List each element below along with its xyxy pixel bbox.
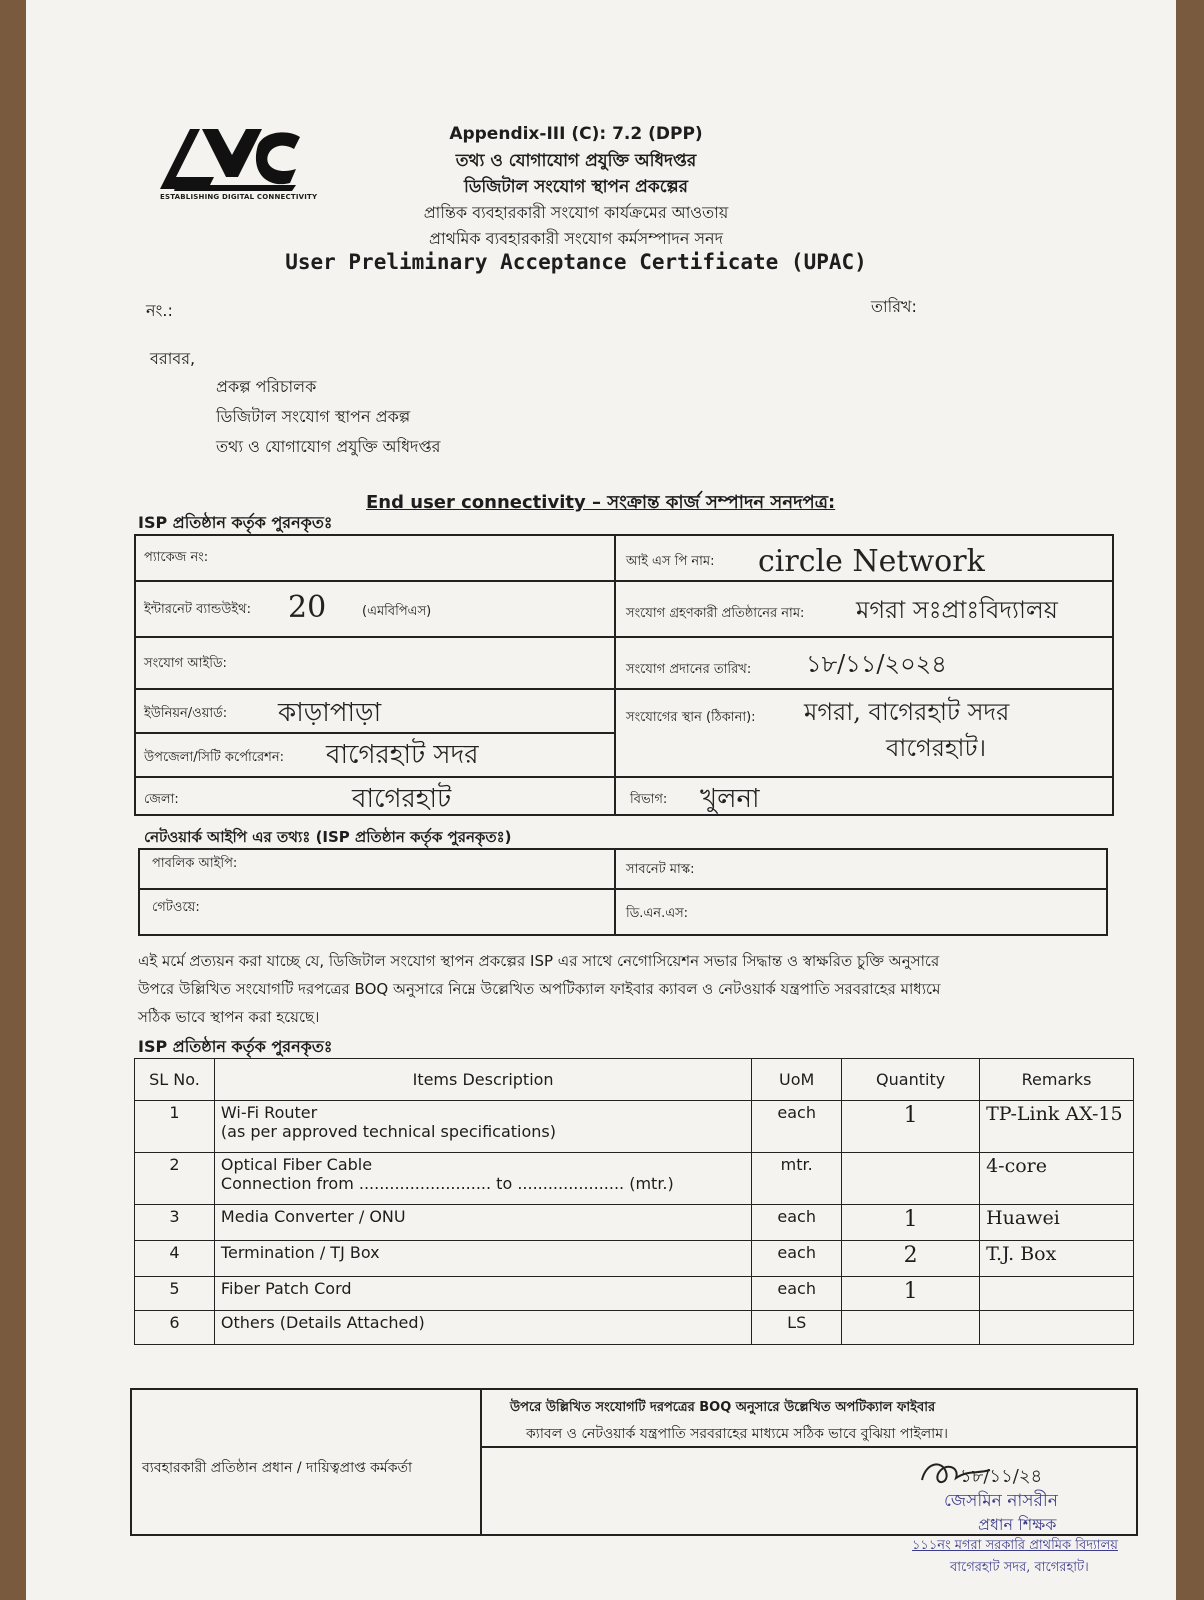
department-name: তথ্য ও যোগাযোগ প্রযুক্তি অধিদপ্তর <box>455 151 697 171</box>
user-head-label: ব্যবহারকারী প্রতিষ্ঠান প্রধান / দায়িত্বপ্রাপ্ত কর্মকর্তা <box>142 1460 413 1476</box>
stamp-place: বাগেরহাট সদর, বাগেরহাট। <box>950 1560 1089 1575</box>
row-sl: 6 <box>135 1311 215 1345</box>
row-uom: each <box>752 1241 842 1277</box>
address-line-3: তথ্য ও যোগাযোগ প্রযুক্তি অধিদপ্তর <box>216 437 441 456</box>
row-remarks: Huawei <box>980 1205 1134 1241</box>
upazila-label: উপজেলা/সিটি কর্পোরেশন: <box>144 750 285 765</box>
stamp-name: জেসমিন নাসরীন <box>944 1491 1058 1511</box>
row-description: Media Converter / ONU <box>214 1205 751 1241</box>
network-form <box>138 848 1108 936</box>
stamp-title: প্রধান শিক্ষক <box>978 1515 1057 1534</box>
row-quantity <box>842 1153 980 1205</box>
row-quantity: 2 <box>842 1241 980 1277</box>
acknowledgement-line-2: ক্যাবল ও নেটওয়ার্ক যন্ত্রপাতি সরবরাহের মাধ্যমে সঠিক ভাবে বুঝিয়া পাইলাম। <box>526 1426 949 1442</box>
items-table-header <box>135 1059 1134 1101</box>
table-row <box>135 1205 1134 1241</box>
bandwidth-label: ইন্টারনেট ব্যান্ডউইথ: <box>144 602 251 617</box>
number-label: নং.: <box>146 301 173 320</box>
isp-name-value: circle Network <box>758 544 985 579</box>
row-desc-main: Wi-Fi Router <box>220 1103 318 1122</box>
row-quantity: 1 <box>842 1101 980 1153</box>
gateway-label: গেটওয়ে: <box>152 900 200 915</box>
connection-date-value: ১৮/১১/২০২৪ <box>806 650 947 678</box>
isp-filled-label: ISP প্রতিষ্ঠান কর্তৃক পুরনকৃতঃ <box>138 513 333 532</box>
union-label: ইউনিয়ন/ওয়ার্ড: <box>144 706 228 721</box>
location-label: সংযোগের স্থান (ঠিকানা): <box>626 710 756 725</box>
appendix-ref: Appendix-III (C): 7.2 (DPP) <box>449 124 703 144</box>
section-title: End user connectivity – সংক্রান্ত কার্জ সম্পাদন সনদপত্র: <box>366 492 836 513</box>
program-name: প্রান্তিক ব্যবহারকারী সংযোগ কার্যক্রমের আওতায় <box>423 203 729 222</box>
bandwidth-value: 20 <box>288 590 327 625</box>
network-title: নেটওয়ার্ক আইপি এর তথ্যঃ (ISP প্রতিষ্ঠান কর্তৃক পুরনকৃতঃ) <box>144 828 512 846</box>
date-label: তারিখ: <box>871 297 917 316</box>
row-desc-main: Optical Fiber Cable <box>220 1155 373 1174</box>
row-desc-sub: Connection from .......................... to ..................... (mtr.) <box>220 1174 674 1193</box>
table-row <box>135 1153 1134 1205</box>
row-remarks: TP-Link AX-15 <box>980 1101 1134 1153</box>
address-line-2: ডিজিটাল সংযোগ স্থাপন প্রকল্প <box>216 407 411 426</box>
project-name: ডিজিটাল সংযোগ স্থাপন প্রকল্পের <box>463 177 689 197</box>
address-line-1: প্রকল্প পরিচালক <box>216 377 317 396</box>
table-row <box>135 1277 1134 1311</box>
items-table <box>134 1058 1134 1345</box>
table-row <box>135 1311 1134 1345</box>
signature-date: ১৮/১১/২৪ <box>960 1466 1043 1487</box>
receiver-label: সংযোগ গ্রহণকারী প্রতিষ্ঠানের নাম: <box>626 606 805 621</box>
row-remarks <box>980 1311 1134 1345</box>
row-uom: each <box>752 1205 842 1241</box>
declaration-line-2: উপরে উল্লিখিত সংযোগটি দরপত্রের BOQ অনুসারে নিম্নে উল্লেখিত অপটিক্যাল ফাইবার ক্যাবল ও নেটওয়ার্ক যন্ত্রপাতি সরবরাহের মাধ্যমে <box>138 980 941 998</box>
row-sl: 1 <box>135 1101 215 1153</box>
table-row <box>135 1241 1134 1277</box>
row-remarks <box>980 1277 1134 1311</box>
declaration-line-3: সঠিক ভাবে স্থাপন করা হয়েছে। <box>138 1008 320 1026</box>
subnet-label: সাবনেট মাস্ক: <box>626 862 695 877</box>
district-label: জেলা: <box>144 792 179 807</box>
bandwidth-unit: (এমবিপিএস) <box>362 604 432 619</box>
row-sl: 3 <box>135 1205 215 1241</box>
row-desc-sub: (as per approved technical specifications) <box>220 1122 556 1141</box>
location-value-line2: বাগেরহাট। <box>886 734 987 762</box>
district-value: বাগেরহাট <box>352 784 452 814</box>
row-uom: LS <box>752 1311 842 1345</box>
row-sl: 5 <box>135 1277 215 1311</box>
declaration-line-1: এই মর্মে প্রত্যয়ন করা যাচ্ছে যে, ডিজিটাল সংযোগ স্থাপন প্রকল্পের ISP এর সাথে নেগোসিয়েশন সভার সিদ্ধান্ত ও স্বাক্ষরিত চুক্তি অনুসারে <box>138 952 940 970</box>
certificate-title-bn: প্রাথমিক ব্যবহারকারী সংযোগ কর্মসম্পাদন সনদ <box>429 229 723 248</box>
row-quantity: 1 <box>842 1277 980 1311</box>
col-uom: UoM <box>752 1059 842 1101</box>
stamp-school: ১১১নং মগরা সরকারি প্রাথমিক বিদ্যালয় <box>912 1538 1118 1553</box>
col-remarks: Remarks <box>980 1059 1134 1101</box>
certificate-title-en: User Preliminary Acceptance Certificate (UPAC) <box>285 250 867 274</box>
upazila-value: বাগেরহাট সদর <box>326 740 479 770</box>
row-quantity <box>842 1311 980 1345</box>
row-quantity: 1 <box>842 1205 980 1241</box>
acknowledgement-line-1: উপরে উল্লিখিত সংযোগটি দরপত্রের BOQ অনুসারে উল্লেখিত অপটিক্যাল ফাইবার <box>510 1400 936 1415</box>
public-ip-label: পাবলিক আইপি: <box>152 856 238 871</box>
division-label: বিভাগ: <box>630 792 668 807</box>
row-uom: each <box>752 1101 842 1153</box>
union-value: কাড়াপাড়া <box>278 698 382 728</box>
row-remarks: 4-core <box>980 1153 1134 1205</box>
row-description: Fiber Patch Cord <box>214 1277 751 1311</box>
col-quantity: Quantity <box>842 1059 980 1101</box>
dns-label: ডি.এন.এস: <box>626 906 689 921</box>
row-sl: 4 <box>135 1241 215 1277</box>
row-uom: each <box>752 1277 842 1311</box>
row-description: Others (Details Attached) <box>214 1311 751 1345</box>
certificate-page <box>26 0 1176 1600</box>
row-description <box>214 1153 751 1205</box>
col-sl: SL No. <box>135 1059 215 1101</box>
division-value: খুলনা <box>700 784 760 814</box>
connection-id-label: সংযোগ আইডি: <box>144 656 227 671</box>
isp-name-label: আই এস পি নাম: <box>626 554 715 569</box>
row-description: Termination / TJ Box <box>214 1241 751 1277</box>
package-label: প্যাকেজ নং: <box>144 550 209 565</box>
col-description: Items Description <box>214 1059 751 1101</box>
connection-date-label: সংযোগ প্রদানের তারিখ: <box>626 662 752 677</box>
location-value-line1: মগরা, বাগেরহাট সদর <box>804 698 1010 726</box>
row-description <box>214 1101 751 1153</box>
row-remarks: T.J. Box <box>980 1241 1134 1277</box>
row-sl: 2 <box>135 1153 215 1205</box>
items-label: ISP প্রতিষ্ঠান কর্তৃক পুরনকৃতঃ <box>138 1037 333 1056</box>
logo-tagline: ESTABLISHING DIGITAL CONNECTIVITY <box>160 193 318 201</box>
row-uom: mtr. <box>752 1153 842 1205</box>
receiver-value: মগরা সঃপ্রাঃবিদ্যালয় <box>856 596 1058 624</box>
table-row <box>135 1101 1134 1153</box>
address-to: বরাবর, <box>150 349 196 368</box>
